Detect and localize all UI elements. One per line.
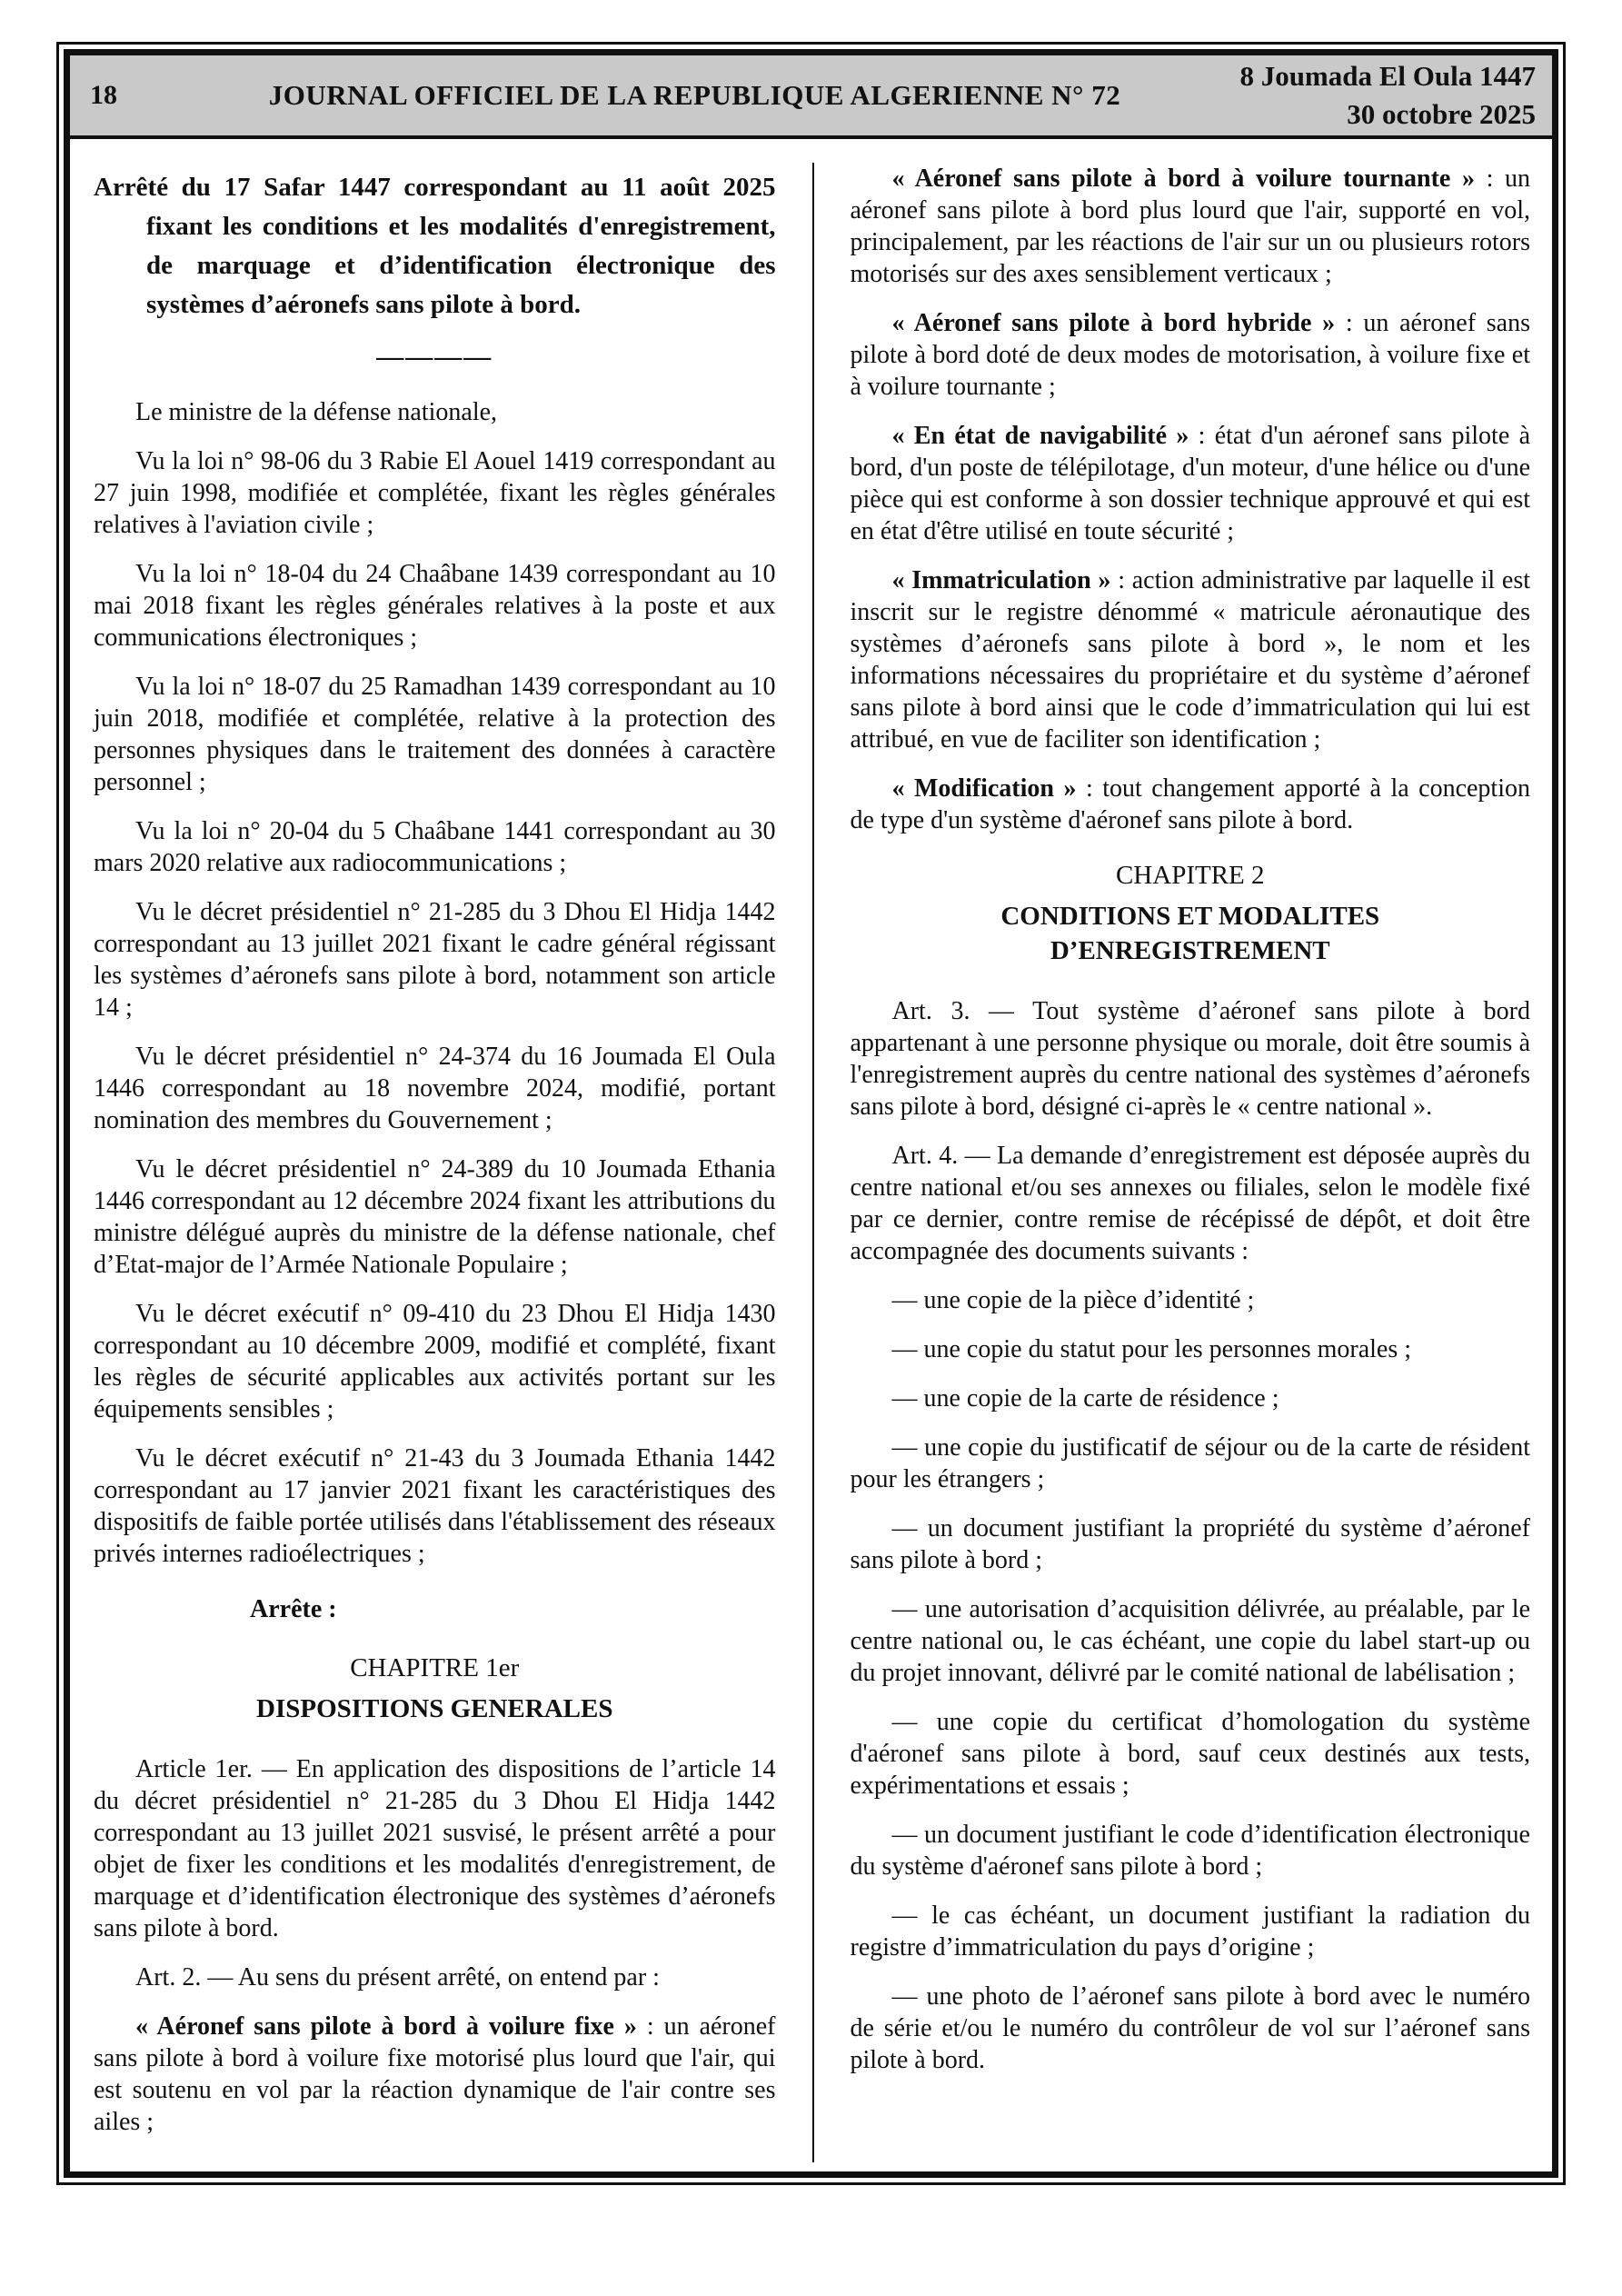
chapter2-number: CHAPITRE 2: [1115, 861, 1265, 890]
document-item: — une copie de la carte de résidence ;: [891, 1384, 1279, 1413]
document-item: — un document justifiant le code d’identification électronique du système d'aéronef sans pilote à bord ;: [850, 1821, 1530, 1881]
definition-term: « Aéronef sans pilote à bord à voilure tournante »: [891, 165, 1475, 193]
definition-term: « En état de navigabilité »: [891, 422, 1189, 450]
minister-intro: Le ministre de la défense nationale,: [135, 398, 498, 426]
definition-text: : action administrative par laquelle il est inscrit sur le registre dénommé « matricule aéronautique des systèmes d’aéronefs sans pilote à bord », le nom et les informations nécessaires du propriétaire et du système d’aéronef sans pilote à bord ainsi que le code d’immatriculation qui lui est attribué, en vue de faciliter son identification ;: [850, 566, 1531, 754]
visa-paragraph: Vu la loi n° 18-04 du 24 Chaâbane 1439 correspondant au 10 mai 2018 fixant les règles générales relatives à la poste et aux communications électroniques ;: [94, 560, 776, 652]
definition-paragraph: [851, 564, 1531, 755]
document-item: — une copie de la pièce d’identité ;: [891, 1286, 1255, 1314]
arrete-label: Arrête :: [250, 1595, 337, 1623]
document-item: — une photo de l’aéronef sans pilote à bord avec le numéro de série et/ou le numéro du contrôleur de vol sur l’aéronef sans pilote à bord.: [850, 1982, 1530, 2074]
document-item: — une autorisation d’acquisition délivrée, au préalable, par le centre national ou, le cas échéant, une copie du label start-up ou du projet innovant, délivré par le comité national de labélisation ;: [850, 1595, 1530, 1687]
article-1: Article 1er. — En application des dispositions de l’article 14 du décret présidentiel n° 21-285 du 3 Dhou El Hidja 1442 correspondant au 13 juillet 2021 susvisé, le présent arrêté a pour objet de fixer les conditions et les modalités d'enregistrement, de marquage et d’identification électronique des systèmes d’aéronefs sans pilote à bord.: [94, 1755, 776, 1942]
page-number: 18: [90, 80, 117, 110]
visa-paragraph: Vu le décret présidentiel n° 21-285 du 3 Dhou El Hidja 1442 correspondant au 13 juillet 2021 fixant le cadre général régissant les systèmes d’aéronefs sans pilote à bord, notamment son article 14 ;: [94, 898, 776, 1022]
right-column: [812, 163, 1531, 2162]
definition-text: : tout changement apporté à la conception de type d'un système d'aéronef sans pilote à bord.: [850, 774, 1530, 834]
visa-paragraph: Vu le décret exécutif n° 21-43 du 3 Joumada Ethania 1442 correspondant au 17 janvier 2021 fixant les caractéristiques des dispositifs de faible portée utilisés dans l'établissement des réseaux privés internes radioélectriques ;: [94, 1444, 776, 1568]
chapter1-title: DISPOSITIONS GENERALES: [256, 1694, 613, 1723]
title-separator: ————: [376, 342, 493, 372]
chapter2-title: CONDITIONS ET MODALITES D’ENREGISTREMENT: [1000, 902, 1380, 965]
definition-term: « Aéronef sans pilote à bord à voilure fixe »: [135, 2012, 637, 2041]
definition-paragraph: [851, 773, 1531, 836]
definition-paragraph: [94, 2011, 776, 2138]
definition-text: : un aéronef sans pilote à bord à voilure fixe motorisé plus lourd que l'air, qui est soutenu en vol par la réaction dynamique de l'air contre ses ailes ;: [94, 2012, 776, 2136]
definition-paragraph: [851, 420, 1531, 547]
definition-term: « Modification »: [891, 774, 1077, 803]
definition-text: : état d'un aéronef sans pilote à bord, d'un poste de télépilotage, d'un moteur, d'une hélice ou d'une pièce qui est conforme à son dossier technique approuvé et qui est en état d'être utilisé en toute sécurité ;: [850, 422, 1530, 545]
document-item: — une copie du certificat d’homologation du système d'aéronef sans pilote à bord, sauf ceux destinés aux tests, expérimentations et essais ;: [850, 1708, 1530, 1800]
definition-term: « Immatriculation »: [891, 566, 1111, 594]
decree-title: Arrêté du 17 Safar 1447 correspondant au 11 août 2025 fixant les conditions et les modalités d'enregistrement, de marquage et d’identification électronique des systèmes d’aéronefs sans pilote à bord.: [94, 173, 776, 319]
visa-paragraph: Vu le décret exécutif n° 09-410 du 23 Dhou El Hidja 1430 correspondant au 10 décembre 2009, modifié et complété, fixant les règles de sécurité applicables aux activités portant sur les équipements sensibles ;: [94, 1300, 776, 1423]
page-frame: [56, 42, 1566, 2185]
article-4: Art. 4. — La demande d’enregistrement est déposée auprès du centre national et/ou ses annexes ou filiales, selon le modèle fixé par ce dernier, contre remise de récépissé de dépôt, et doit être accompagnée des documents suivants :: [850, 1142, 1530, 1265]
page-frame-inner: [64, 49, 1558, 2178]
visa-paragraph: Vu la loi n° 18-07 du 25 Ramadhan 1439 correspondant au 10 juin 2018, modifiée et complétée, relative à la protection des personnes physiques dans le traitement des données à caractère personnel ;: [94, 673, 776, 796]
definition-text: : un aéronef sans pilote à bord doté de deux modes de motorisation, à voilure fixe et à voilure tournante ;: [850, 309, 1530, 401]
visa-paragraph: Vu la loi n° 20-04 du 5 Chaâbane 1441 correspondant au 30 mars 2020 relative aux radiocommunications ;: [94, 817, 776, 877]
journal-title: JOURNAL OFFICIEL DE LA REPUBLIQUE ALGERIENNE N° 72: [268, 79, 1121, 111]
definition-paragraph: [851, 307, 1531, 403]
visa-paragraph: Vu le décret présidentiel n° 24-389 du 10 Joumada Ethania 1446 correspondant au 12 décembre 2024 fixant les attributions du ministre délégué auprès du ministre de la défense nationale, chef d’Etat-major de l’Armée Nationale Populaire ;: [94, 1155, 776, 1279]
header-dates: [1236, 57, 1536, 134]
chapter1-number: CHAPITRE 1er: [350, 1653, 520, 1682]
document-item: — une copie du justificatif de séjour ou de la carte de résident pour les étrangers ;: [850, 1433, 1530, 1493]
document-item: — une copie du statut pour les personnes morales ;: [891, 1335, 1412, 1363]
page-header: [70, 55, 1552, 139]
definition-term: « Aéronef sans pilote à bord hybride »: [891, 309, 1336, 337]
left-column: [94, 163, 812, 2162]
visa-paragraph: Vu le décret présidentiel n° 24-374 du 16 Joumada El Oula 1446 correspondant au 18 novembre 2024, modifié, portant nomination des membres du Gouvernement ;: [94, 1043, 776, 1134]
definition-paragraph: [851, 163, 1531, 290]
date-hijri: 8 Joumada El Oula 1447: [1239, 60, 1536, 92]
date-gregorian: 30 octobre 2025: [1347, 98, 1536, 130]
visa-paragraph: Vu la loi n° 98-06 du 3 Rabie El Aouel 1419 correspondant au 27 juin 1998, modifiée et complétée, fixant les règles générales relatives à l'aviation civile ;: [94, 447, 776, 539]
document-item: — le cas échéant, un document justifiant la radiation du registre d’immatriculation du pays d’origine ;: [850, 1902, 1530, 1962]
article-3: Art. 3. — Tout système d’aéronef sans pilote à bord appartenant à une personne physique ou morale, doit être soumis à l'enregistrement auprès du centre national des systèmes d’aéronefs sans pilote à bord, désigné ci-après le « centre national ».: [850, 997, 1530, 1121]
article-2: Art. 2. — Au sens du présent arrêté, on entend par :: [135, 1963, 660, 1992]
document-item: — un document justifiant la propriété du système d’aéronef sans pilote à bord ;: [850, 1514, 1530, 1574]
definition-text: : un aéronef sans pilote à bord plus lourd que l'air, supporté en vol, principalement, par les réactions de l'air sur un ou plusieurs rotors motorisés sur des axes sensiblement verticaux ;: [850, 165, 1531, 288]
page-content: [70, 139, 1552, 2171]
